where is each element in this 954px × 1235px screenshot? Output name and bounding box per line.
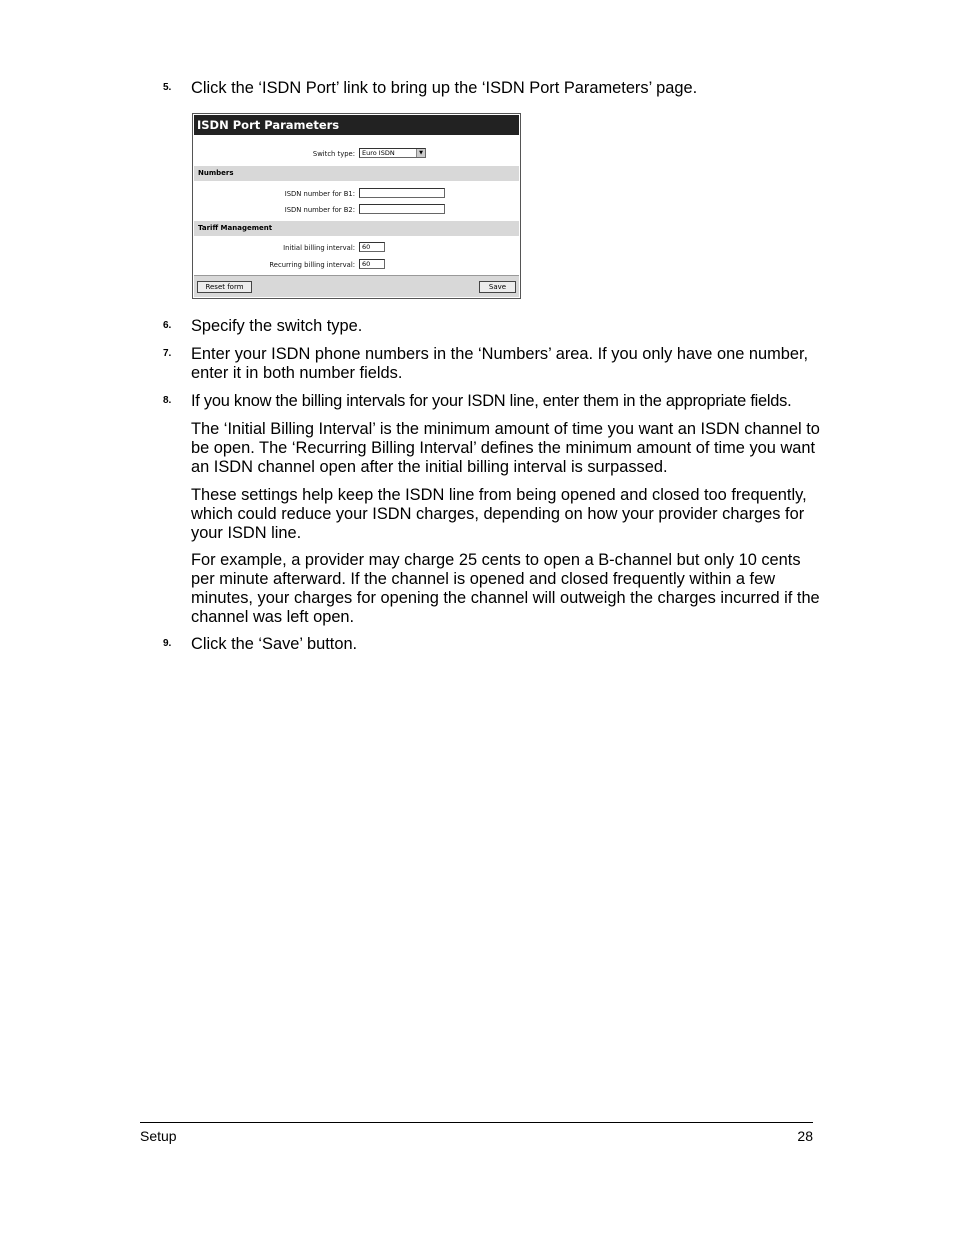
reset-form-button[interactable]: Reset form xyxy=(197,281,252,293)
b2-label: ISDN number for B2: xyxy=(284,206,355,214)
panel-footer xyxy=(194,275,519,297)
initial-billing-paragraph: The ‘Initial Billing Interval’ is the minimum amount of time you want an ISDN channel to be open. The ‘Recurring Billing Interval’ defines the minimum amount of time you want an ISDN channel open after the initial billing interval is surpassed. xyxy=(191,420,820,476)
tariff-section-header: Tariff Management xyxy=(194,221,519,236)
switch-type-value: Euro ISDN xyxy=(362,149,395,157)
step-number: 5. xyxy=(163,82,172,93)
step-number: 8. xyxy=(163,395,172,406)
recurring-billing-input[interactable]: 60 xyxy=(359,259,385,269)
switch-type-select[interactable] xyxy=(359,148,426,158)
settings-paragraph: These settings help keep the ISDN line from being opened and closed too frequently, which could reduce your ISDN charges, depending on how your provider charges for your ISDN line. xyxy=(191,486,807,542)
numbers-section-header: Numbers xyxy=(194,166,519,181)
step-number: 9. xyxy=(163,638,172,649)
recurring-billing-label: Recurring billing interval: xyxy=(269,261,355,269)
b2-number-input[interactable] xyxy=(359,204,445,214)
step-text: Click the ‘Save’ button. xyxy=(191,635,358,653)
step-text: If you know the billing intervals for your ISDN line, enter them in the appropriate fields. xyxy=(191,392,792,410)
initial-billing-label: Initial billing interval: xyxy=(283,244,355,252)
step-number: 6. xyxy=(163,320,172,331)
footer-rule xyxy=(140,1122,813,1123)
step-text: Enter your ISDN phone numbers in the ‘Numbers’ area. If you only have one number, enter it in both number fields. xyxy=(191,345,809,382)
footer-section-name: Setup xyxy=(140,1128,177,1144)
b1-number-input[interactable] xyxy=(359,188,445,198)
step-text: Specify the switch type. xyxy=(191,317,363,335)
b1-label: ISDN number for B1: xyxy=(284,190,355,198)
initial-billing-input[interactable]: 60 xyxy=(359,242,385,252)
switch-type-label: Switch type: xyxy=(312,150,355,158)
step-number: 7. xyxy=(163,348,172,359)
chevron-down-icon[interactable]: ▼ xyxy=(416,149,425,157)
page-number: 28 xyxy=(797,1128,813,1144)
step-text: Click the ‘ISDN Port’ link to bring up the ‘ISDN Port Parameters’ page. xyxy=(191,79,698,97)
example-paragraph: For example, a provider may charge 25 cents to open a B-channel but only 10 cents per minute afterward. If the channel is opened and closed frequently within a few minutes, your charges for opening the channel will outweigh the charges incurred if the channel was left open. xyxy=(191,551,820,626)
save-button[interactable]: Save xyxy=(479,281,516,293)
panel-title: ISDN Port Parameters xyxy=(194,115,519,135)
isdn-port-parameters-screenshot xyxy=(192,113,521,299)
